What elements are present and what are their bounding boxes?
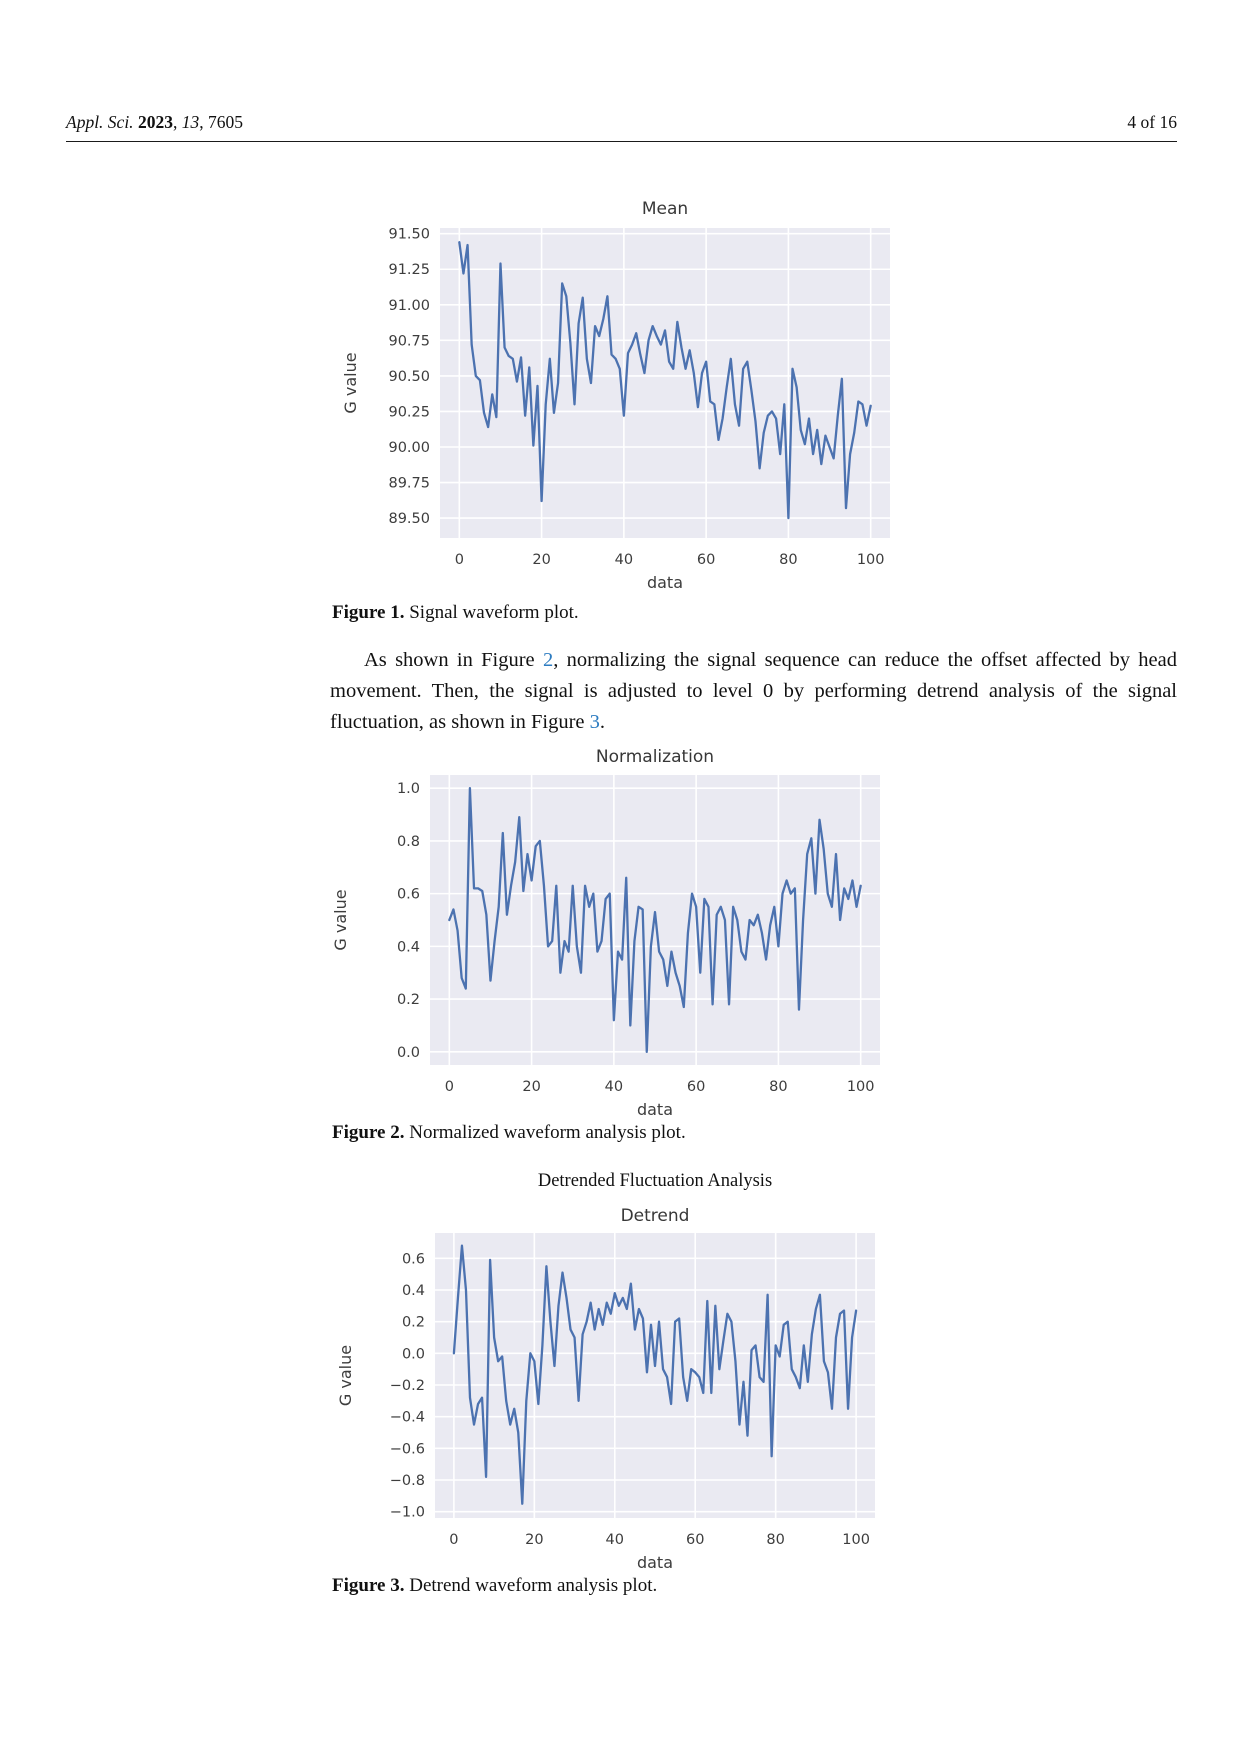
header-sep1: , — [172, 112, 182, 132]
x-axis-tick-labels — [445, 1079, 875, 1095]
svg-text:60: 60 — [686, 1079, 706, 1095]
svg-text:80: 80 — [779, 552, 798, 568]
svg-text:0.0: 0.0 — [401, 1346, 425, 1363]
header-sep2: , — [199, 112, 208, 132]
header-rule — [66, 141, 1177, 142]
figure3-chart — [325, 1195, 910, 1575]
svg-text:0.2: 0.2 — [401, 1314, 425, 1331]
svg-text:40: 40 — [614, 552, 634, 568]
header-year: 2023 — [137, 112, 173, 132]
svg-text:−1.0: −1.0 — [389, 1504, 425, 1521]
svg-text:90.75: 90.75 — [388, 333, 430, 350]
svg-text:0.8: 0.8 — [396, 833, 420, 850]
figure1-chart — [330, 180, 910, 595]
figure3-caption-text: Detrend waveform analysis plot. — [404, 1575, 658, 1596]
svg-text:−0.2: −0.2 — [389, 1378, 425, 1394]
svg-text:40: 40 — [604, 1079, 624, 1095]
header-article-number: 7605 — [207, 112, 243, 132]
svg-text:0.4: 0.4 — [401, 1283, 425, 1299]
figure2-caption — [332, 1122, 686, 1144]
svg-text:0.6: 0.6 — [396, 886, 420, 903]
svg-text:0: 0 — [444, 1079, 454, 1095]
svg-text:−0.4: −0.4 — [389, 1409, 425, 1426]
running-head — [66, 112, 243, 133]
svg-text:0: 0 — [449, 1532, 459, 1548]
x-axis-label: data — [646, 573, 684, 592]
svg-text:20: 20 — [522, 1079, 541, 1095]
chart-title: Mean — [641, 199, 689, 219]
svg-text:0: 0 — [454, 552, 464, 568]
svg-text:1.0: 1.0 — [396, 781, 420, 798]
y-axis-tick-labels — [388, 227, 430, 527]
plot-area — [440, 228, 890, 538]
figure3-caption — [332, 1575, 657, 1597]
figure3-suptitle: Detrended Fluctuation Analysis — [537, 1171, 773, 1191]
chart-title: Normalization — [595, 747, 715, 767]
svg-text:−0.8: −0.8 — [389, 1473, 425, 1489]
svg-text:60: 60 — [685, 1532, 705, 1548]
figure2-chart — [320, 730, 910, 1120]
svg-text:20: 20 — [532, 552, 551, 568]
chart-title: Detrend — [620, 1206, 690, 1226]
y-axis-tick-labels — [397, 781, 420, 1061]
paragraph-seg2: , normalizing the signal sequence can reduce the offset affected by head movement. Then, the signal is adjusted to level 0 by performing detrend analysis of the signal fluctuation, as shown in Figure — [330, 649, 1177, 733]
svg-text:20: 20 — [525, 1532, 544, 1548]
svg-text:−0.6: −0.6 — [389, 1441, 425, 1458]
y-axis-label: G value — [336, 1344, 355, 1407]
page-number: 4 of 16 — [1127, 112, 1177, 132]
y-axis-label: G value — [341, 352, 360, 414]
paragraph-seg1: As shown in Figure — [364, 649, 543, 671]
figure1-caption — [332, 602, 579, 624]
svg-text:0.0: 0.0 — [396, 1044, 420, 1061]
svg-text:40: 40 — [605, 1532, 625, 1548]
x-axis-tick-labels — [455, 552, 885, 568]
y-axis-label: G value — [331, 889, 350, 951]
svg-text:80: 80 — [766, 1532, 785, 1548]
svg-text:0.4: 0.4 — [396, 939, 420, 956]
svg-text:100: 100 — [842, 1532, 870, 1548]
svg-text:90.50: 90.50 — [388, 368, 430, 385]
svg-text:90.00: 90.00 — [388, 439, 430, 456]
journal-abbrev: Appl. Sci. — [66, 112, 134, 132]
y-axis-tick-labels — [390, 1251, 425, 1520]
paragraph-seg3: . — [599, 711, 606, 733]
x-axis-tick-labels — [449, 1532, 870, 1548]
svg-text:0.6: 0.6 — [401, 1251, 425, 1268]
svg-text:91.50: 91.50 — [388, 226, 430, 243]
svg-text:60: 60 — [696, 552, 716, 568]
x-axis-label: data — [636, 1100, 674, 1119]
body-paragraph — [330, 645, 1177, 738]
figure1-caption-text: Signal waveform plot. — [404, 602, 579, 623]
svg-text:91.25: 91.25 — [388, 262, 430, 279]
svg-text:100: 100 — [846, 1079, 875, 1095]
figure3-reference-link[interactable]: 3 — [589, 711, 600, 733]
x-axis-label: data — [636, 1553, 674, 1572]
svg-text:0.2: 0.2 — [396, 992, 420, 1009]
figure2-reference-link[interactable]: 2 — [542, 649, 554, 671]
svg-text:90.25: 90.25 — [388, 404, 430, 421]
figure2-caption-text: Normalized waveform analysis plot. — [404, 1122, 686, 1143]
svg-text:89.75: 89.75 — [388, 475, 430, 492]
header-volume: 13 — [181, 112, 200, 132]
figure2-caption-label: Figure 2. — [332, 1122, 405, 1143]
svg-text:89.50: 89.50 — [388, 511, 430, 528]
figure3-caption-label: Figure 3. — [332, 1575, 405, 1596]
figure1-caption-label: Figure 1. — [332, 602, 405, 623]
svg-text:100: 100 — [856, 552, 885, 568]
svg-text:91.00: 91.00 — [388, 297, 430, 314]
svg-text:80: 80 — [769, 1079, 788, 1095]
